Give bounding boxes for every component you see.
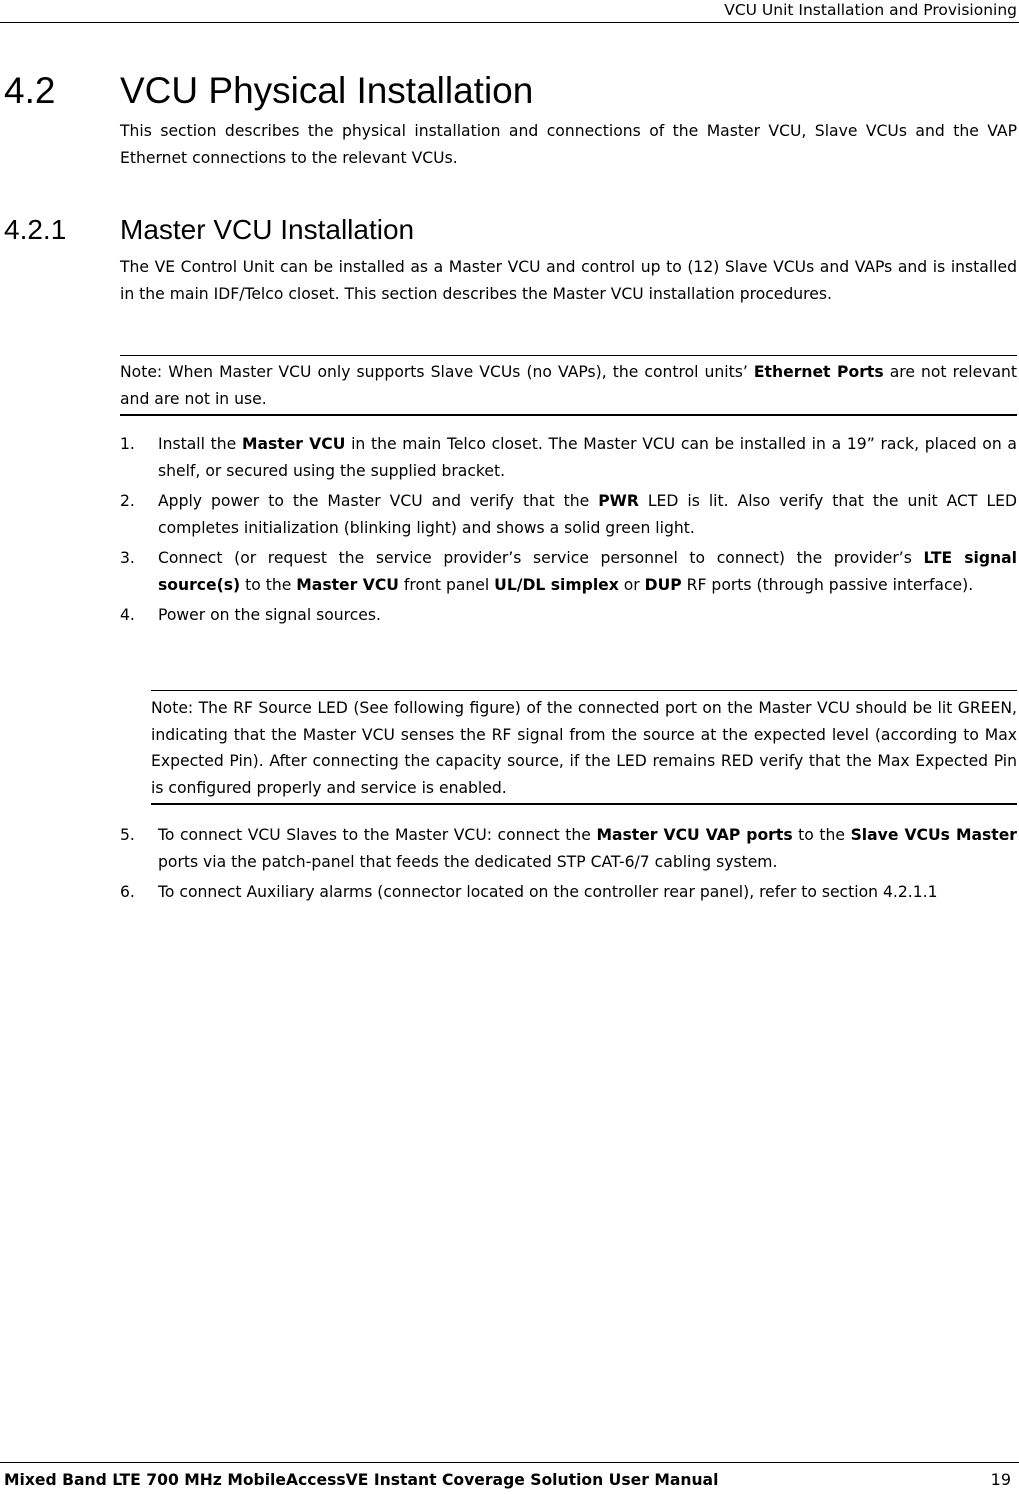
step-item	[120, 488, 1017, 541]
step-text: or	[618, 575, 645, 594]
note2-text: Note: The RF Source LED (See following figure) of the connected port on the Master VCU should be lit GREEN, indicating that the Master VCU senses the RF signal from the source at the expected level (according to Max Expected Pin). After connecting the capacity source, if the LED remains RED verify that the Max Expected Pin is configured properly and service is enabled.	[151, 699, 1017, 797]
step-number: 2.	[120, 492, 135, 510]
step-text: ports via the patch-panel that feeds the dedicated STP CAT-6/7 cabling system.	[158, 852, 778, 871]
step-number: 1.	[120, 435, 135, 453]
section-number: 4.2	[4, 70, 56, 111]
step-text: LED is lit. Also verify that the unit ACT LED completes initialization (blinking light) and shows a solid green light.	[158, 492, 1017, 537]
step-item	[120, 602, 1017, 629]
subsection-title: Master VCU Installation	[120, 214, 415, 245]
subsection-heading	[4, 213, 414, 247]
subsection-intro: The VE Control Unit can be installed as a Master VCU and control up to (12) Slave VCUs and VAPs and is installed in the main IDF/Telco closet. This section describes the Master VCU installation procedures.	[120, 258, 1017, 303]
step-text: front panel	[398, 575, 495, 594]
step-text: Connect (or request the service provider’s service personnel to connect) the provider’s	[158, 549, 924, 567]
step-text: RF ports (through passive interface).	[681, 575, 974, 594]
section-intro: This section describes the physical installation and connections of the Master VCU, Slave VCUs and the VAP Ethernet connections to the relevant VCUs.	[120, 122, 1017, 167]
section-title: VCU Physical Installation	[120, 70, 534, 111]
note1-text-after: are not relevant and are not in use.	[120, 363, 1017, 408]
step-item	[120, 431, 1017, 484]
step-number: 6.	[120, 883, 135, 901]
step-text: to the	[240, 575, 297, 594]
note1-text-before: Note: When Master VCU only supports Slave VCUs (no VAPs), the control units’	[120, 363, 754, 381]
steps-list-1	[120, 431, 1017, 633]
step-text: To connect VCU Slaves to the Master VCU: connect the	[158, 826, 597, 844]
step-item	[120, 822, 1017, 875]
step-bold-text: DUP	[644, 575, 682, 594]
step-item	[120, 545, 1017, 598]
subsection-number: 4.2.1	[4, 214, 67, 245]
step-number: 3.	[120, 549, 135, 567]
step-bold-text: Slave VCUs Master	[850, 826, 1018, 844]
steps-list-2	[120, 822, 1017, 910]
footer-title: Mixed Band LTE 700 MHz MobileAccessVE Instant Coverage Solution User Manual	[4, 1471, 719, 1489]
step-text: Apply power to the Master VCU and verify that the	[158, 492, 599, 510]
step-bold-text: Master VCU	[296, 575, 399, 594]
section-heading	[4, 68, 533, 114]
step-text: in the main Telco closet. The Master VCU can be installed in a 19” rack, placed on a shelf, or secured using the supplied bracket.	[158, 435, 1017, 480]
page-number: 19	[990, 1470, 1011, 1489]
step-number: 4.	[120, 606, 135, 624]
note-rf-source-led	[151, 690, 1017, 805]
step-number: 5.	[120, 826, 135, 844]
step-text: Install the	[158, 435, 242, 453]
step-bold-text: Master VCU	[241, 435, 346, 453]
step-item	[120, 879, 1017, 906]
step-text: Power on the signal sources.	[158, 606, 381, 624]
step-text: to the	[792, 826, 851, 844]
step-text: To connect Auxiliary alarms (connector located on the controller rear panel), refer to section 4.2.1.1	[158, 883, 938, 901]
step-bold-text: UL/DL simplex	[494, 575, 619, 594]
step-bold-text: Master VCU VAP ports	[596, 826, 793, 844]
page-footer	[0, 1462, 1019, 1495]
note1-bold: Ethernet Ports	[753, 363, 884, 381]
step-bold-text: LTE signal source(s)	[158, 549, 1017, 594]
note-ethernet-ports	[120, 355, 1017, 416]
step-bold-text: PWR	[598, 492, 639, 510]
page-header	[0, 0, 1019, 23]
header-title: VCU Unit Installation and Provisioning	[724, 1, 1017, 19]
